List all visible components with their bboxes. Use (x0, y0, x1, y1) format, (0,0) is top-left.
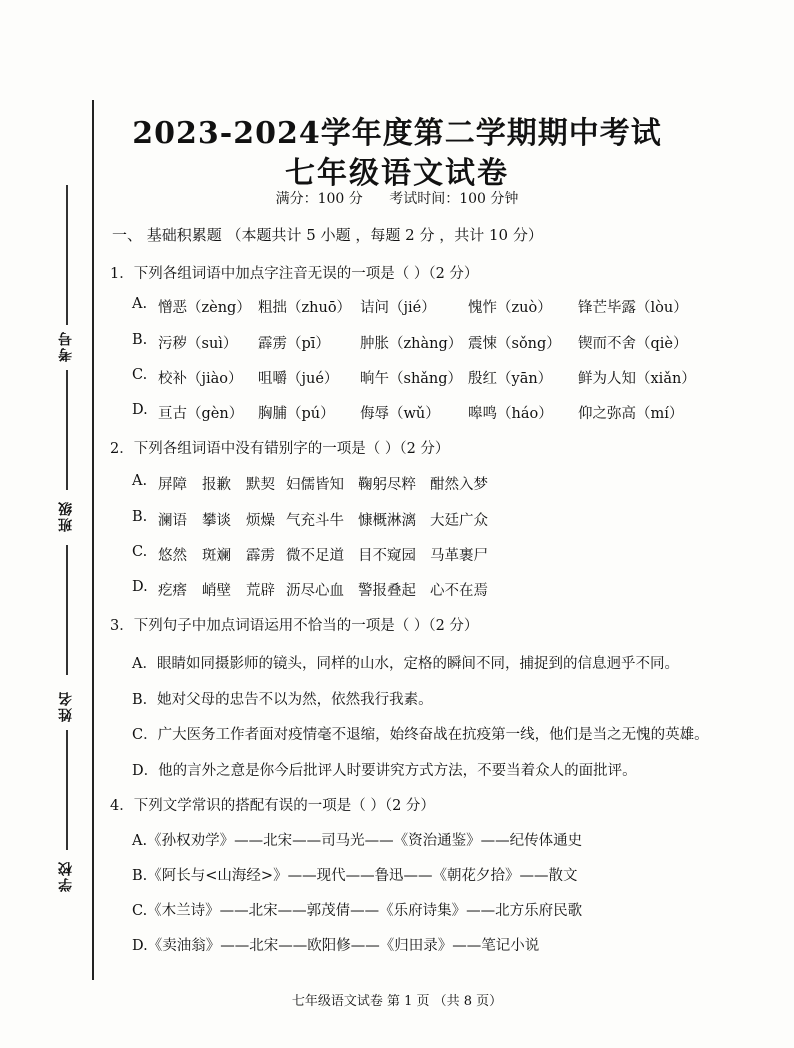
question-4-option-b[interactable]: B.《阿长与<山海经>》——现代——鲁迅——《朝花夕拾》——散文 (132, 868, 578, 884)
q1-option-term: 愧怍（zuò） (468, 300, 552, 316)
q1-option-letter[interactable]: A. (132, 296, 148, 312)
q1-option-letter[interactable]: B. (132, 332, 148, 348)
q2-option-term: 慷概淋漓 (358, 513, 416, 529)
q2-option-term: 荒辟 (246, 583, 275, 599)
section-heading: 一、 基础积累题 （本题共计 5 小题 ，每题 2 分 ，共计 10 分） (112, 226, 543, 244)
question-4-option-d[interactable]: D.《卖油翁》——北宋——欧阳修——《归田录》——笔记小说 (132, 938, 540, 954)
q1-option-term: 锋芒毕露（lòu） (578, 300, 688, 316)
question-3-stem: 3．下列句子中加点词语运用不恰当的一项是（ ）（2 分） (110, 618, 479, 634)
q2-option-term: 心不在焉 (430, 583, 488, 599)
page-footer: 七年级语文试卷 第 1 页 （共 8 页） (291, 994, 503, 1009)
question-3-option-c[interactable]: C．广大医务工作者面对疫情毫不退缩，始终奋战在抗疫第一线，他们是当之无愧的英雄。 (132, 727, 709, 743)
q2-option-term: 妇儒皆知 (286, 477, 344, 493)
q2-option-term: 酣然入梦 (430, 477, 488, 493)
question-3-option-a[interactable]: A．眼睛如同摄影师的镜头，同样的山水，定格的瞬间不同，捕捉到的信息迥乎不同。 (132, 656, 679, 672)
question-4-option-c[interactable]: C.《木兰诗》——北宋——郭茂倩——《乐府诗集》——北方乐府民歌 (132, 903, 583, 919)
exam-time: 考试时间：100 分钟 (389, 191, 519, 207)
q2-option-term: 霹雳 (246, 548, 275, 564)
q1-option-term: 憎恶（zèng） (158, 300, 251, 316)
q2-option-term: 攀谈 (202, 513, 231, 529)
q1-option-term: 肿胀（zhàng） (360, 336, 463, 352)
q1-option-term: 鲜为人知（xiǎn） (578, 371, 696, 387)
class-label: 班级 (58, 500, 74, 532)
exam-no-label: 考号 (58, 330, 74, 362)
q2-option-term: 沥尽心血 (286, 583, 344, 599)
q2-option-term: 气充斗牛 (286, 513, 344, 529)
q2-option-term: 斑斓 (202, 548, 231, 564)
q1-option-term: 殷红（yān） (468, 371, 553, 387)
question-3-option-d[interactable]: D．他的言外之意是你今后批评人时要讲究方式方法，不要当着众人的面批评。 (132, 763, 637, 779)
q1-option-term: 粗拙（zhuō） (258, 300, 352, 316)
q2-option-term: 鞠躬尽粹 (358, 477, 416, 493)
q2-option-term: 微不足道 (286, 548, 344, 564)
q2-option-term: 默契 (246, 477, 275, 493)
q2-option-term: 目不窥园 (358, 548, 416, 564)
school-blank[interactable] (66, 730, 68, 850)
full-marks: 满分：100 分 (275, 191, 363, 207)
q1-option-term: 胸脯（pú） (258, 406, 335, 422)
q1-option-term: 侮辱（wǔ） (360, 406, 440, 422)
q1-option-term: 仰之弥高（mí） (578, 406, 684, 422)
question-2-stem: 2．下列各组词语中没有错别字的一项是（ ）（2 分） (110, 441, 450, 457)
q2-option-letter[interactable]: A. (132, 473, 148, 489)
class-blank[interactable] (66, 370, 68, 490)
question-4-option-a[interactable]: A.《孙权劝学》——北宋——司马光——《资治通鉴》——纪传体通史 (132, 833, 583, 849)
exam-subtitle: 七年级语文试卷 (285, 156, 509, 191)
q1-option-letter[interactable]: C. (132, 367, 148, 383)
q2-option-term: 警报叠起 (358, 583, 416, 599)
q1-option-term: 锲而不舍（qiè） (578, 336, 688, 352)
exam-meta (0, 188, 794, 208)
question-3-option-b[interactable]: B．她对父母的忠告不以为然，依然我行我素。 (132, 692, 433, 708)
q1-option-term: 污秽（suì） (158, 336, 238, 352)
q2-option-term: 峭壁 (202, 583, 231, 599)
q2-option-term: 疙瘩 (158, 583, 187, 599)
q1-option-term: 嗥鸣（háo） (468, 406, 553, 422)
q2-option-term: 报歉 (202, 477, 231, 493)
q2-option-term: 澜语 (158, 513, 187, 529)
name-label: 姓名 (58, 690, 74, 722)
exam-title: 2023-2024学年度第二学期期中考试 (132, 116, 662, 151)
q1-option-letter[interactable]: D. (132, 402, 148, 418)
q2-option-letter[interactable]: B. (132, 509, 148, 525)
binding-line (92, 100, 94, 980)
q2-option-term: 马革裹尸 (430, 548, 488, 564)
q1-option-term: 咀嚼（jué） (258, 371, 339, 387)
name-blank[interactable] (66, 545, 68, 675)
q2-option-letter[interactable]: D. (132, 579, 148, 595)
q1-option-term: 霹雳（pī） (258, 336, 330, 352)
q2-option-term: 大廷广众 (430, 513, 488, 529)
q2-option-term: 悠然 (158, 548, 187, 564)
q1-option-term: 诘问（jié） (360, 300, 436, 316)
q1-option-term: 晌午（shǎng） (360, 371, 463, 387)
question-4-stem: 4．下列文学常识的搭配有误的一项是（ ）（2 分） (110, 798, 435, 814)
q2-option-letter[interactable]: C. (132, 544, 148, 560)
q1-option-term: 震悚（sǒng） (468, 336, 561, 352)
q2-option-term: 屏障 (158, 477, 187, 493)
q2-option-term: 烦燥 (246, 513, 275, 529)
question-1-stem: 1．下列各组词语中加点字注音无误的一项是（ ）（2 分） (110, 266, 479, 282)
q1-option-term: 校补（jiào） (158, 371, 243, 387)
q1-option-term: 亘古（gèn） (158, 406, 244, 422)
school-label: 学校 (58, 860, 74, 892)
